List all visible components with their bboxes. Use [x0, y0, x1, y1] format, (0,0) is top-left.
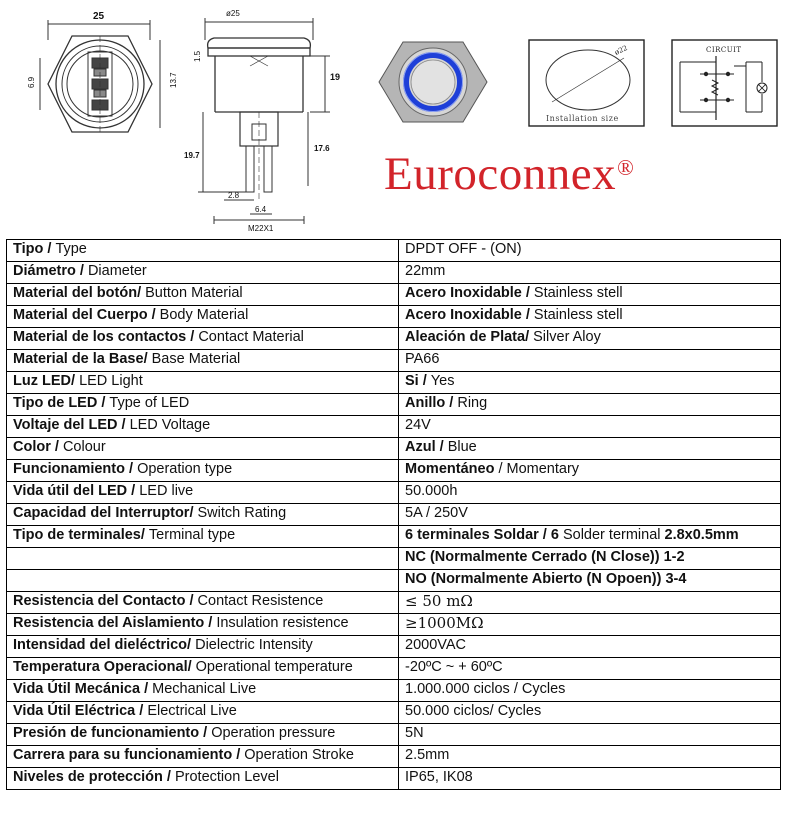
- table-row: [7, 636, 781, 658]
- spec-value: 2.5mm: [399, 746, 781, 768]
- spec-value: Acero Inoxidable / Stainless stell: [399, 306, 781, 328]
- table-row: [7, 350, 781, 372]
- spec-value: 50.000 ciclos/ Cycles: [399, 702, 781, 724]
- side-left-dim: 19.7: [184, 151, 200, 160]
- side-view-drawing: [184, 9, 340, 233]
- table-row: [7, 526, 781, 548]
- table-row: [7, 460, 781, 482]
- spec-label: Funcionamiento / Operation type: [7, 460, 399, 482]
- spec-label: Carrera para su funcionamiento / Operation Stroke: [7, 746, 399, 768]
- spec-label: Material de los contactos / Contact Material: [7, 328, 399, 350]
- spec-value: 5A / 250V: [399, 504, 781, 526]
- spec-label: Material del botón/ Button Material: [7, 284, 399, 306]
- spec-label: Resistencia del Contacto / Contact Resistence: [7, 592, 399, 614]
- side-term-dim: 2.8: [228, 191, 240, 200]
- spec-value: 2000VAC: [399, 636, 781, 658]
- spec-label: Vida Útil Eléctrica / Electrical Live: [7, 702, 399, 724]
- spec-value: 5N: [399, 724, 781, 746]
- spec-label: Tipo de terminales/ Terminal type: [7, 526, 399, 548]
- table-row: [7, 372, 781, 394]
- spec-label: Voltaje del LED / LED Voltage: [7, 416, 399, 438]
- front-left-dim: 6.9: [27, 76, 36, 88]
- spec-value: DPDT OFF - (ON): [399, 240, 781, 262]
- spec-value: 24V: [399, 416, 781, 438]
- table-row: [7, 328, 781, 350]
- table-row: [7, 592, 781, 614]
- spec-label: Presión de funcionamiento / Operation pressure: [7, 724, 399, 746]
- table-row: [7, 702, 781, 724]
- spec-value: NC (Normalmente Cerrado (N Close)) 1-2: [399, 548, 781, 570]
- table-row: [7, 284, 781, 306]
- spec-label: Diámetro / Diameter: [7, 262, 399, 284]
- brand-name: Euroconnex: [384, 148, 617, 200]
- table-row: [7, 482, 781, 504]
- spec-value: 50.000h: [399, 482, 781, 504]
- install-diameter-label: ø22: [613, 44, 629, 57]
- spec-value: Aleación de Plata/ Silver Aloy: [399, 328, 781, 350]
- install-caption: Installation size: [546, 114, 619, 123]
- spec-table: [6, 239, 781, 790]
- spec-value: ≥1000MΩ: [399, 614, 781, 636]
- front-right-dim: 13.7: [169, 72, 178, 88]
- table-row: [7, 768, 781, 790]
- table-row: [7, 680, 781, 702]
- spec-value: Azul / Blue: [399, 438, 781, 460]
- spec-value: IP65, IK08: [399, 768, 781, 790]
- side-top-dim: 1.5: [193, 50, 202, 62]
- table-row: [7, 416, 781, 438]
- spec-label: Resistencia del Aislamiento / Insulation resistence: [7, 614, 399, 636]
- spec-label: Tipo / Type: [7, 240, 399, 262]
- spec-label: [7, 570, 399, 592]
- spec-value: ≤ 50 mΩ: [399, 592, 781, 614]
- spec-label: [7, 548, 399, 570]
- spec-value: Si / Yes: [399, 372, 781, 394]
- table-row: [7, 614, 781, 636]
- circuit-drawing: [672, 40, 777, 126]
- spec-value: 22mm: [399, 262, 781, 284]
- spec-value: Acero Inoxidable / Stainless stell: [399, 284, 781, 306]
- side-diameter-label: ø25: [226, 9, 240, 18]
- spec-value: Anillo / Ring: [399, 394, 781, 416]
- spec-label: Material del Cuerpo / Body Material: [7, 306, 399, 328]
- spec-value: PA66: [399, 350, 781, 372]
- spec-label: Intensidad del dieléctrico/ Dielectric Intensity: [7, 636, 399, 658]
- spec-label: Vida Útil Mecánica / Mechanical Live: [7, 680, 399, 702]
- circuit-title: CIRCUIT: [706, 46, 742, 54]
- table-row: [7, 240, 781, 262]
- front-width-label: 25: [93, 11, 105, 22]
- table-row: [7, 548, 781, 570]
- spec-value: Momentáneo / Momentary: [399, 460, 781, 482]
- spec-label: Tipo de LED / Type of LED: [7, 394, 399, 416]
- spec-label: Material de la Base/ Base Material: [7, 350, 399, 372]
- spec-value: -20ºC ~ + 60ºC: [399, 658, 781, 680]
- side-right-dim: 17.6: [314, 144, 330, 153]
- table-row: [7, 746, 781, 768]
- spec-value: 6 terminales Soldar / 6 Solder terminal 2.8x0.5mm: [399, 526, 781, 548]
- table-row: [7, 504, 781, 526]
- side-height-dim: 19: [330, 72, 341, 82]
- installation-size-drawing: [529, 40, 644, 126]
- table-row: [7, 394, 781, 416]
- side-thread-label: M22X1: [248, 224, 274, 233]
- spec-value: NO (Normalmente Abierto (N Opoen)) 3-4: [399, 570, 781, 592]
- spec-label: Vida útil del LED / LED live: [7, 482, 399, 504]
- table-row: [7, 262, 781, 284]
- registered-mark: ®: [617, 155, 635, 180]
- side-pitch-dim: 6.4: [255, 205, 267, 214]
- front-view-drawing: [27, 11, 178, 132]
- table-row: [7, 438, 781, 460]
- spec-label: Temperatura Operacional/ Operational temperature: [7, 658, 399, 680]
- table-row: [7, 570, 781, 592]
- table-row: [7, 306, 781, 328]
- spec-value: 1.000.000 ciclos / Cycles: [399, 680, 781, 702]
- spec-label: Color / Colour: [7, 438, 399, 460]
- spec-label: Capacidad del Interruptor/ Switch Rating: [7, 504, 399, 526]
- table-row: [7, 658, 781, 680]
- table-row: [7, 724, 781, 746]
- spec-label: Niveles de protección / Protection Level: [7, 768, 399, 790]
- spec-label: Luz LED/ LED Light: [7, 372, 399, 394]
- led-ring-drawing: [379, 42, 487, 122]
- brand-logo: [384, 144, 684, 204]
